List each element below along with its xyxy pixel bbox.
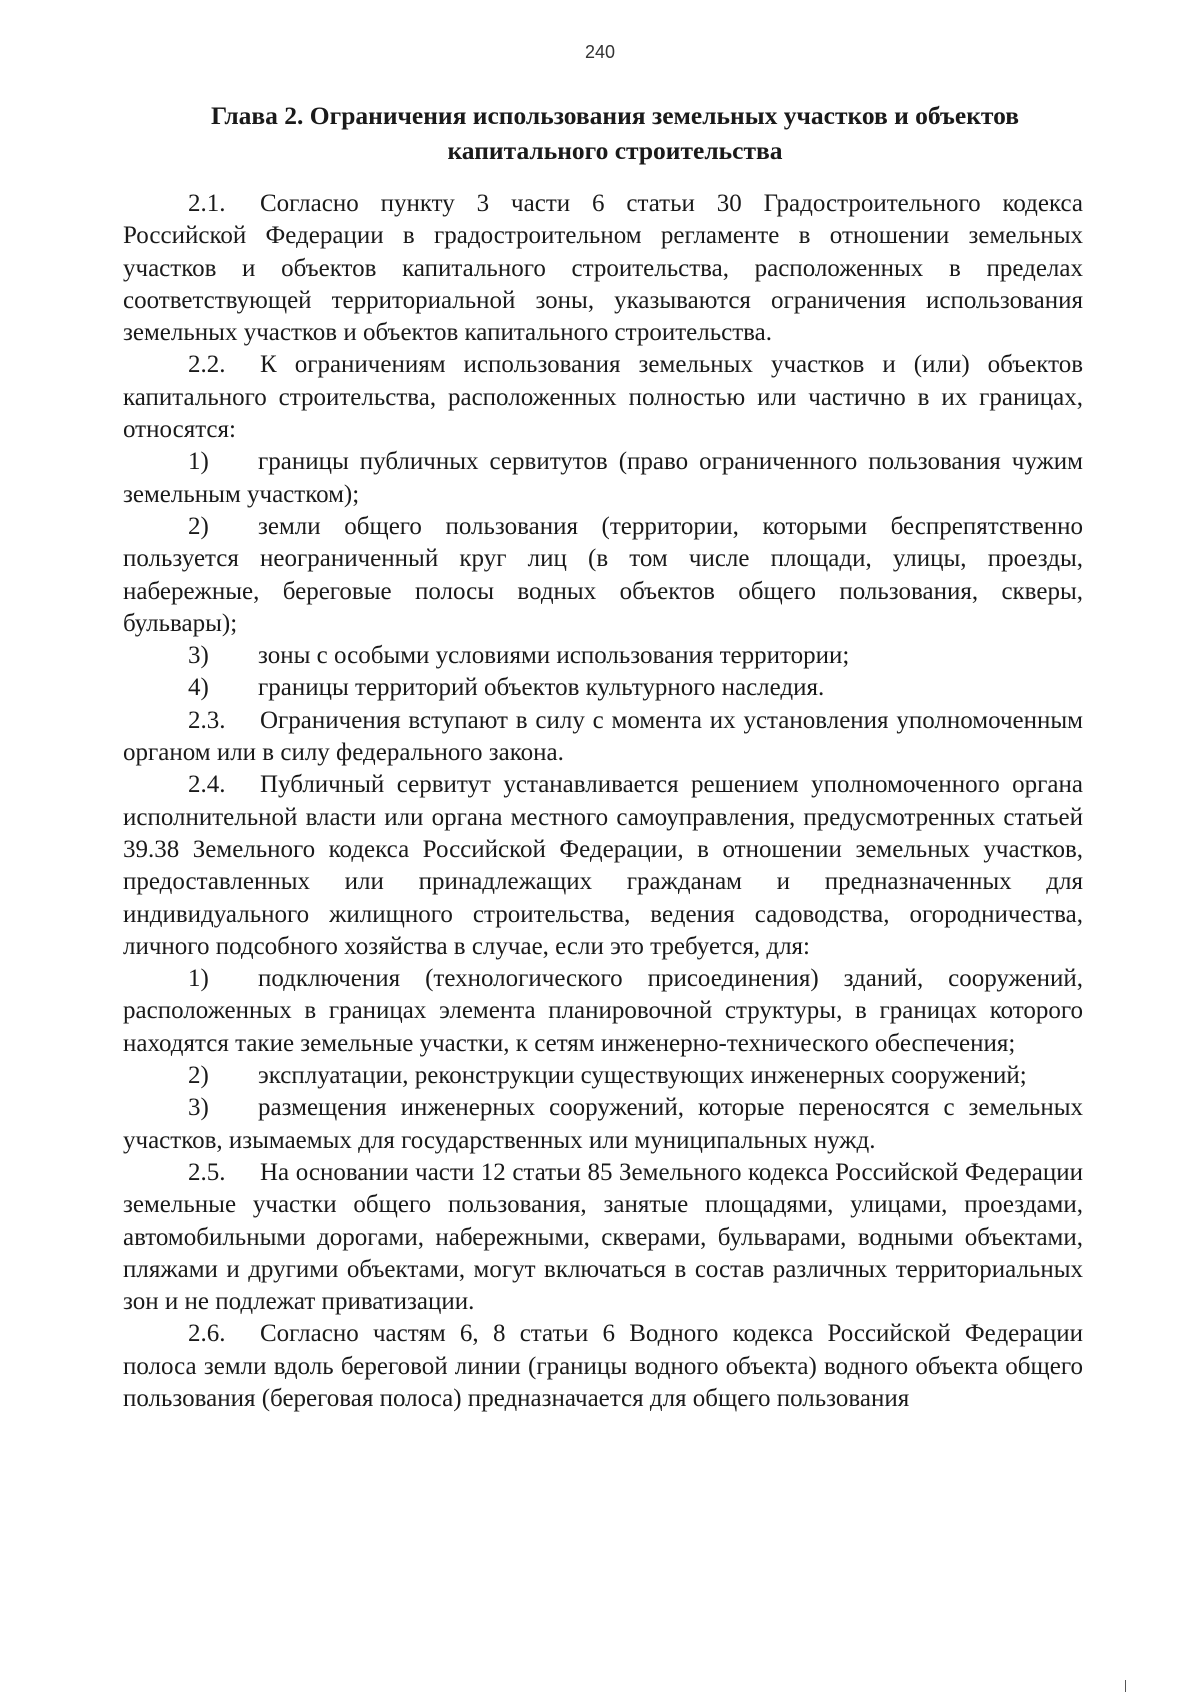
page-number: 240 [584,42,616,62]
paragraph-number: 2.3. [188,706,226,734]
paragraph-number: 2.6. [188,1320,226,1348]
paragraph-2-5 [123,1157,1083,1318]
list-item-number: 2) [188,1062,209,1090]
list-item-number: 3) [188,1094,209,1122]
list-item-text: размещения инженерных сооружений, которые переносятся с земельных участков, изымаемых для государственных или муниципальных нужд. [123,1094,1083,1154]
list-item-2-4-2 [123,1060,1083,1092]
list-item-2-4-1 [123,963,1083,1060]
paragraph-text: Ограничения вступают в силу с момента их установления уполномоченным органом или в силу федерального закона. [123,706,1083,767]
paragraph-2-6 [123,1318,1083,1415]
paragraph-2-2 [123,349,1083,446]
paragraph-2-4 [123,769,1083,963]
paragraph-text: Согласно частям 6, 8 статьи 6 Водного кодекса Российской Федерации полоса земли вдоль береговой линии (границы водного объекта) водного объекта общего пользования (береговая полоса) предназначается для общего пользования [123,1320,1083,1412]
list-item-2-2-2 [123,511,1083,640]
list-item-number: 1) [188,448,209,476]
paragraph-number: 2.2. [188,351,226,379]
list-item-2-2-4 [123,672,1083,704]
paragraph-text: К ограничениям использования земельных участков и (или) объектов капитального строительства, расположенных полностью или частично в их границах, относятся: [123,351,1083,444]
paragraph-2-3 [123,705,1083,770]
list-item-text: границы публичных сервитутов (право ограниченного пользования чужим земельным участком); [123,448,1083,508]
list-item-number: 1) [188,965,209,993]
paragraph-2-1 [123,188,1083,349]
list-item-number: 3) [188,642,209,670]
scan-mark [1125,1680,1126,1692]
paragraph-number: 2.1. [188,190,226,217]
list-item-number: 2) [188,512,209,540]
chapter-heading-line1: Глава 2. Ограничения использования земельных участков и объектов [211,101,1019,130]
list-item-text: зоны с особыми условиями использования территории; [258,642,850,670]
document-body [123,188,1083,1415]
list-item-2-2-3 [123,640,1083,672]
list-item-2-2-1 [123,446,1083,511]
list-item-text: земли общего пользования (территории, которыми беспрепятственно пользуется неограниченный круг лиц (в том числе площади, улицы, проезды, набережные, береговые полосы водных объектов общего пользования, скверы, бульвары); [123,512,1083,637]
paragraph-number: 2.4. [188,771,226,799]
list-item-2-4-3 [123,1092,1083,1157]
chapter-heading [150,98,1080,168]
paragraph-text: Согласно пункту 3 части 6 статьи 30 Градостроительного кодекса Российской Федерации в градостроительном регламенте в отношении земельных участков и объектов капитального строительства, расположенных в пределах соответствующей территориальной зоны, указываются ограничения использования земельных участков и объектов капитального строительства. [123,190,1083,347]
paragraph-number: 2.5. [188,1158,226,1186]
list-item-text: эксплуатации, реконструкции существующих инженерных сооружений; [258,1062,1027,1090]
list-item-text: подключения (технологического присоединения) зданий, сооружений, расположенных в границах элемента планировочной структуры, в границах которого находятся такие земельные участки, к сетям инженерно-технического обеспечения; [123,965,1083,1057]
paragraph-text: Публичный сервитут устанавливается решением уполномоченного органа исполнительной власти или органа местного самоуправления, предусмотренных статьей 39.38 Земельного кодекса Российской Федерации, в отношении земельных участков, предоставленных или принадлежащих гражданам и предназначенных для индивидуального жилищного строительства, ведения садоводства, огородничества, личного подсобного хозяйства в случае, если это требуется, для: [123,771,1083,960]
paragraph-text: На основании части 12 статьи 85 Земельного кодекса Российской Федерации земельные участки общего пользования, занятые площадями, улицами, проездами, автомобильными дорогами, набережными, скверами, бульварами, водными объектами, пляжами и другими объектами, могут включаться в состав различных территориальных зон и не подлежат приватизации. [123,1158,1083,1316]
list-item-number: 4) [188,674,209,702]
chapter-heading-line2: капитального строительства [447,136,783,165]
list-item-text: границы территорий объектов культурного наследия. [258,674,825,702]
